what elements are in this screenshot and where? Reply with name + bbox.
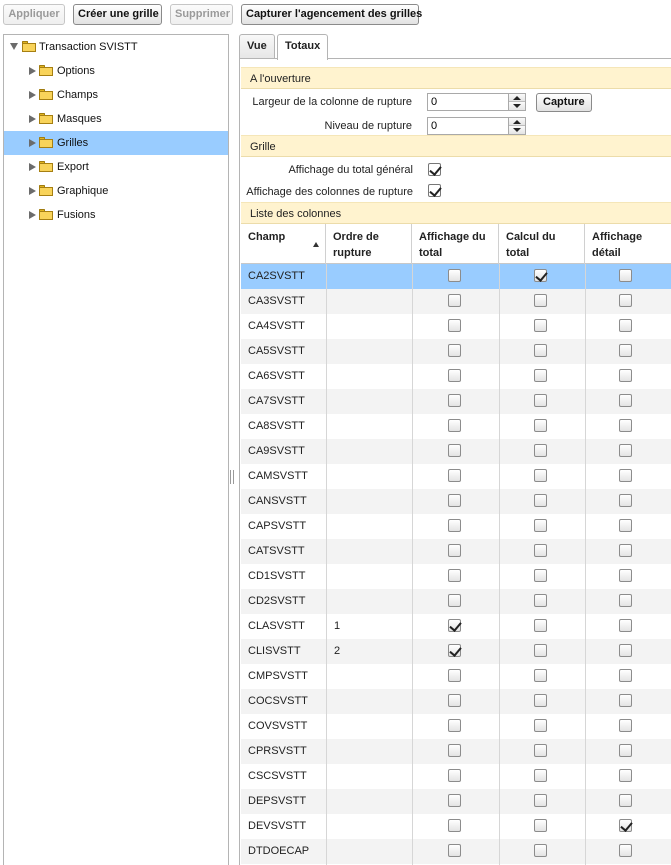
calcul-total-checkbox[interactable] — [534, 319, 547, 332]
header-champ-label: Champ — [248, 231, 286, 243]
folder-open-icon — [22, 41, 36, 52]
tree-item-label: Fusions — [57, 209, 96, 221]
show-break-cols-checkbox[interactable] — [428, 184, 441, 197]
affichage-detail-checkbox[interactable] — [619, 294, 632, 307]
column-divider — [412, 264, 413, 865]
calcul-total-checkbox[interactable] — [534, 519, 547, 532]
table-row[interactable] — [241, 789, 671, 814]
affichage-total-checkbox[interactable] — [448, 394, 461, 407]
tree-item-label: Grilles — [57, 137, 89, 149]
affichage-detail-checkbox[interactable] — [619, 269, 632, 282]
affichage-total-checkbox[interactable] — [448, 644, 461, 657]
table-row[interactable] — [241, 489, 671, 514]
calcul-total-checkbox[interactable] — [534, 419, 547, 432]
affichage-detail-checkbox[interactable] — [619, 769, 632, 782]
calcul-total-checkbox[interactable] — [534, 619, 547, 632]
tree-item-label: Masques — [57, 113, 102, 125]
folder-icon — [39, 185, 53, 196]
section-grid: Grille — [241, 135, 671, 157]
apply-button[interactable]: Appliquer — [3, 4, 65, 25]
cell-champ: CA2SVSTT — [248, 270, 305, 282]
affichage-total-checkbox[interactable] — [448, 694, 461, 707]
table-row[interactable] — [241, 339, 671, 364]
folder-icon — [39, 137, 53, 148]
tree-item-options[interactable] — [4, 59, 228, 83]
break-width-input[interactable] — [428, 94, 508, 110]
tree-item-label: Graphique — [57, 185, 109, 197]
folder-icon — [39, 113, 53, 124]
cell-champ: CANSVSTT — [248, 495, 307, 507]
cell-champ: CSCSVSTT — [248, 770, 307, 782]
cell-champ: CD2SVSTT — [248, 595, 306, 607]
cell-champ: DEPSVSTT — [248, 795, 307, 807]
calcul-total-checkbox[interactable] — [534, 744, 547, 757]
affichage-detail-checkbox[interactable] — [619, 744, 632, 757]
cell-champ: CAPSVSTT — [248, 520, 307, 532]
collapsed-arrow-icon[interactable] — [29, 187, 36, 195]
affichage-detail-checkbox[interactable] — [619, 569, 632, 582]
table-row[interactable] — [241, 314, 671, 339]
affichage-detail-checkbox[interactable] — [619, 419, 632, 432]
affichage-detail-checkbox[interactable] — [619, 644, 632, 657]
section-columns: Liste des colonnes — [241, 202, 671, 224]
tab-bar — [239, 34, 671, 59]
affichage-total-checkbox[interactable] — [448, 569, 461, 582]
calcul-total-checkbox[interactable] — [534, 569, 547, 582]
tab-vue[interactable]: Vue — [239, 34, 275, 59]
table-row[interactable] — [241, 839, 671, 864]
calcul-total-checkbox[interactable] — [534, 694, 547, 707]
collapsed-arrow-icon[interactable] — [29, 163, 36, 171]
cell-champ: CLASVSTT — [248, 620, 305, 632]
cell-champ: CA5SVSTT — [248, 345, 305, 357]
tree-item-fusions[interactable] — [4, 203, 228, 227]
affichage-detail-checkbox[interactable] — [619, 694, 632, 707]
header-calcul-total[interactable]: Calcul du total — [499, 224, 585, 264]
folder-icon — [39, 209, 53, 220]
affichage-detail-checkbox[interactable] — [619, 494, 632, 507]
affichage-total-checkbox[interactable] — [448, 319, 461, 332]
collapsed-arrow-icon[interactable] — [29, 211, 36, 219]
affichage-total-checkbox[interactable] — [448, 719, 461, 732]
spinner-up-icon[interactable] — [509, 94, 525, 102]
calcul-total-checkbox[interactable] — [534, 594, 547, 607]
tree-item-label: Champs — [57, 89, 98, 101]
affichage-detail-checkbox[interactable] — [619, 519, 632, 532]
cell-champ: COVSVSTT — [248, 720, 308, 732]
tree-root-label: Transaction SVISTT — [39, 41, 138, 53]
calcul-total-checkbox[interactable] — [534, 819, 547, 832]
table-row[interactable] — [241, 689, 671, 714]
capture-layout-button[interactable]: Capturer l'agencement des grilles — [241, 4, 419, 25]
affichage-total-checkbox[interactable] — [448, 344, 461, 357]
cell-champ: CMPSVSTT — [248, 670, 308, 682]
affichage-total-checkbox[interactable] — [448, 419, 461, 432]
folder-icon — [39, 161, 53, 172]
create-grid-button[interactable]: Créer une grille — [73, 4, 162, 25]
spinner-down-icon[interactable] — [509, 102, 525, 110]
calcul-total-checkbox[interactable] — [534, 444, 547, 457]
calcul-total-checkbox[interactable] — [534, 794, 547, 807]
cell-champ: CA3SVSTT — [248, 295, 305, 307]
break-level-spinner[interactable] — [427, 117, 526, 135]
toolbar — [0, 0, 671, 30]
table-row[interactable] — [241, 514, 671, 539]
affichage-total-checkbox[interactable] — [448, 819, 461, 832]
cell-champ: DEVSVSTT — [248, 820, 307, 832]
affichage-total-checkbox[interactable] — [448, 269, 461, 282]
affichage-total-checkbox[interactable] — [448, 294, 461, 307]
table-row[interactable] — [241, 814, 671, 839]
expand-arrow-icon[interactable] — [10, 43, 18, 50]
cell-champ: DTDOECAP — [248, 845, 310, 857]
cell-champ: CD1SVSTT — [248, 570, 306, 582]
cell-champ: CLISVSTT — [248, 645, 301, 657]
cell-champ: CA7SVSTT — [248, 395, 305, 407]
calcul-total-checkbox[interactable] — [534, 469, 547, 482]
affichage-total-checkbox[interactable] — [448, 544, 461, 557]
calcul-total-checkbox[interactable] — [534, 719, 547, 732]
affichage-detail-checkbox[interactable] — [619, 619, 632, 632]
affichage-total-checkbox[interactable] — [448, 494, 461, 507]
affichage-total-checkbox[interactable] — [448, 369, 461, 382]
tree-root-transaction[interactable] — [4, 35, 228, 59]
grid-header — [241, 224, 671, 264]
spinner-down-icon[interactable] — [509, 126, 525, 134]
tab-totaux[interactable]: Totaux — [277, 34, 328, 60]
affichage-total-checkbox[interactable] — [448, 594, 461, 607]
affichage-detail-checkbox[interactable] — [619, 844, 632, 857]
table-row[interactable] — [241, 664, 671, 689]
affichage-total-checkbox[interactable] — [448, 619, 461, 632]
show-total-label: Affichage du total général — [288, 164, 413, 176]
cell-champ: CA6SVSTT — [248, 370, 305, 382]
table-row[interactable] — [241, 764, 671, 789]
cell-champ: CA4SVSTT — [248, 320, 305, 332]
tree-item-masques[interactable] — [4, 107, 228, 131]
capture-button[interactable]: Capture — [536, 93, 592, 112]
column-divider — [499, 264, 500, 865]
calcul-total-checkbox[interactable] — [534, 644, 547, 657]
cell-champ: CAMSVSTT — [248, 470, 308, 482]
header-ordre-rupture[interactable]: Ordre de rupture — [326, 224, 412, 264]
show-break-cols-label: Affichage des colonnes de rupture — [246, 186, 413, 198]
header-champ[interactable] — [241, 224, 326, 264]
calcul-total-checkbox[interactable] — [534, 394, 547, 407]
calcul-total-checkbox[interactable] — [534, 494, 547, 507]
affichage-detail-checkbox[interactable] — [619, 469, 632, 482]
navigation-tree — [3, 34, 229, 865]
affichage-detail-checkbox[interactable] — [619, 819, 632, 832]
tree-item-export[interactable] — [4, 155, 228, 179]
calcul-total-checkbox[interactable] — [534, 844, 547, 857]
table-row[interactable] — [241, 714, 671, 739]
collapsed-arrow-icon[interactable] — [29, 115, 36, 123]
affichage-detail-checkbox[interactable] — [619, 544, 632, 557]
table-row[interactable] — [241, 539, 671, 564]
affichage-total-checkbox[interactable] — [448, 519, 461, 532]
cell-champ: CA8SVSTT — [248, 420, 305, 432]
section-opening: A l'ouverture — [241, 67, 671, 89]
splitter-handle[interactable] — [230, 470, 236, 484]
table-row[interactable] — [241, 439, 671, 464]
break-level-label: Niveau de rupture — [324, 120, 412, 132]
table-row[interactable] — [241, 639, 671, 664]
break-level-input[interactable] — [428, 118, 508, 134]
break-width-spinner[interactable] — [427, 93, 526, 111]
table-row[interactable] — [241, 364, 671, 389]
calcul-total-checkbox[interactable] — [534, 344, 547, 357]
affichage-detail-checkbox[interactable] — [619, 794, 632, 807]
collapsed-arrow-icon[interactable] — [29, 67, 36, 75]
show-total-checkbox[interactable] — [428, 163, 441, 176]
tree-item-champs[interactable] — [4, 83, 228, 107]
spinner-up-icon[interactable] — [509, 118, 525, 126]
calcul-total-checkbox[interactable] — [534, 769, 547, 782]
table-row[interactable] — [241, 264, 671, 289]
collapsed-arrow-icon[interactable] — [29, 139, 36, 147]
sort-ascending-icon — [313, 242, 319, 247]
affichage-detail-checkbox[interactable] — [619, 394, 632, 407]
table-row[interactable] — [241, 414, 671, 439]
affichage-total-checkbox[interactable] — [448, 444, 461, 457]
table-row[interactable] — [241, 389, 671, 414]
cell-ordre-rupture[interactable]: 2 — [334, 645, 341, 657]
break-width-label: Largeur de la colonne de rupture — [252, 96, 412, 108]
calcul-total-checkbox[interactable] — [534, 669, 547, 682]
affichage-total-checkbox[interactable] — [448, 469, 461, 482]
affichage-detail-checkbox[interactable] — [619, 369, 632, 382]
column-divider — [585, 264, 586, 865]
cell-champ: CPRSVSTT — [248, 745, 307, 757]
table-row[interactable] — [241, 464, 671, 489]
table-row[interactable] — [241, 589, 671, 614]
header-affichage-total[interactable]: Affichage du total — [412, 224, 499, 264]
affichage-total-checkbox[interactable] — [448, 669, 461, 682]
collapsed-arrow-icon[interactable] — [29, 91, 36, 99]
cell-champ: CATSVSTT — [248, 545, 305, 557]
tree-item-graphique[interactable] — [4, 179, 228, 203]
cell-champ: COCSVSTT — [248, 695, 308, 707]
header-affichage-detail[interactable]: Affichage détail — [592, 231, 643, 259]
calcul-total-checkbox[interactable] — [534, 294, 547, 307]
folder-icon — [39, 65, 53, 76]
affichage-total-checkbox[interactable] — [448, 794, 461, 807]
affichage-detail-checkbox[interactable] — [619, 719, 632, 732]
table-row[interactable] — [241, 739, 671, 764]
affichage-detail-checkbox[interactable] — [619, 444, 632, 457]
tree-item-label: Export — [57, 161, 89, 173]
calcul-total-checkbox[interactable] — [534, 544, 547, 557]
table-row[interactable] — [241, 614, 671, 639]
table-row[interactable] — [241, 564, 671, 589]
spinner-buttons — [508, 118, 525, 134]
spinner-buttons — [508, 94, 525, 110]
cell-champ: CA9SVSTT — [248, 445, 305, 457]
affichage-total-checkbox[interactable] — [448, 744, 461, 757]
affichage-detail-checkbox[interactable] — [619, 594, 632, 607]
affichage-detail-checkbox[interactable] — [619, 344, 632, 357]
delete-button[interactable]: Supprimer — [170, 4, 233, 25]
affichage-total-checkbox[interactable] — [448, 844, 461, 857]
calcul-total-checkbox[interactable] — [534, 269, 547, 282]
table-row[interactable] — [241, 289, 671, 314]
affichage-total-checkbox[interactable] — [448, 769, 461, 782]
cell-ordre-rupture[interactable]: 1 — [334, 620, 341, 632]
tree-item-label: Options — [57, 65, 95, 77]
folder-icon — [39, 89, 53, 100]
affichage-detail-checkbox[interactable] — [619, 669, 632, 682]
affichage-detail-checkbox[interactable] — [619, 319, 632, 332]
column-divider — [326, 264, 327, 865]
calcul-total-checkbox[interactable] — [534, 369, 547, 382]
tree-item-grilles[interactable] — [4, 131, 228, 155]
columns-grid — [241, 224, 671, 865]
